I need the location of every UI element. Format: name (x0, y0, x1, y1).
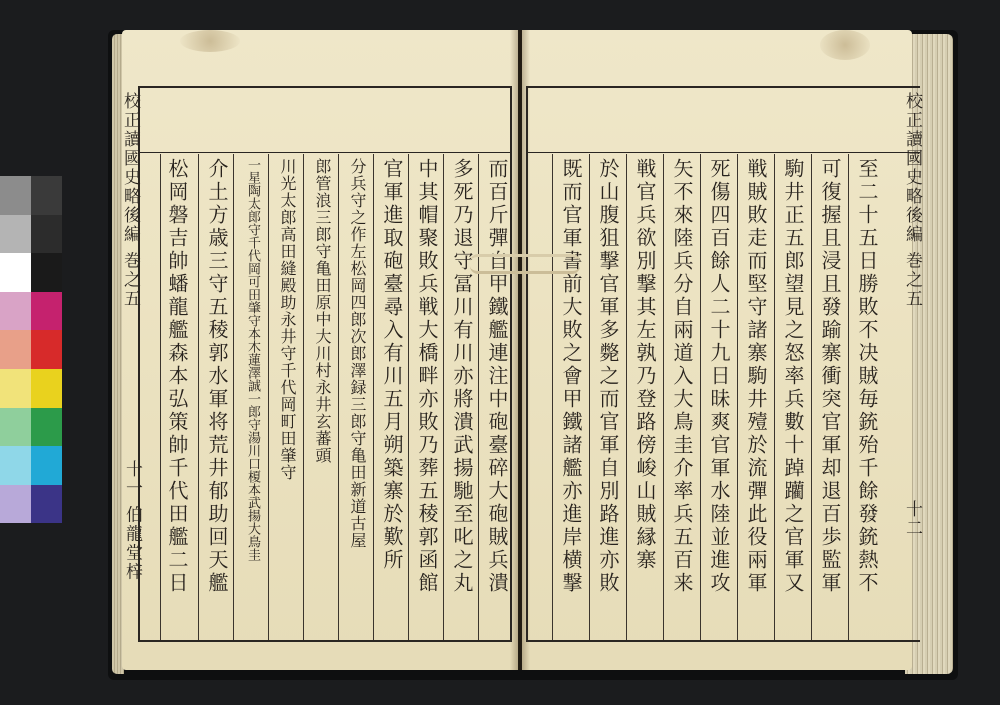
color-swatch (0, 176, 31, 215)
column-rule (774, 154, 775, 640)
left-running-title: 校正讀國史略後編 巻之五 (120, 92, 140, 309)
color-swatch (31, 408, 62, 447)
left-page-marker: 十一 伯龍堂梓 (122, 460, 142, 582)
color-swatch (0, 485, 31, 524)
column-rule (233, 154, 234, 640)
column-rule (198, 154, 199, 640)
text-column: 至二十五日勝敗不决賊毎銃殆千餘發銃熱不 (855, 158, 879, 595)
text-column: 松岡磐吉帥蟠龍艦森本弘策帥千代田艦二日 (165, 158, 189, 595)
column-rule (268, 154, 269, 640)
color-swatch (0, 369, 31, 408)
column-rule (552, 154, 553, 640)
color-swatch (31, 215, 62, 254)
color-swatch (0, 292, 31, 331)
color-swatch (0, 215, 31, 254)
text-column: 川光太郎高田縫殿助永井守千代岡町田肇守 (278, 158, 297, 481)
color-calibration-chart (0, 176, 62, 524)
color-swatch (31, 292, 62, 331)
color-swatch (0, 408, 31, 447)
text-column: 一星陶太郎守千代岡可田肇守本木蓮澤誠一郎守湯川口榎本武揚大鳥圭 (245, 158, 260, 561)
column-rule (338, 154, 339, 640)
left-header-rule (138, 152, 512, 153)
color-swatch (31, 176, 62, 215)
text-column: 於山腹狙撃官軍多斃之而官軍自別路進亦敗 (596, 158, 620, 595)
color-swatch (31, 369, 62, 408)
color-swatch (0, 330, 31, 369)
text-column: 可復握且浸且發踰寨衝突官軍却退百歩監軍 (818, 158, 842, 595)
column-rule (160, 154, 161, 640)
text-column: 而百斤彈自甲鐵艦連注中砲臺碎大砲賊兵潰 (485, 158, 509, 595)
column-rule (700, 154, 701, 640)
text-column: 介土方歳三守五稜郭水軍将荒井郁助回天艦 (205, 158, 229, 595)
text-column: 駒井正五郎望見之怒率兵數十踔躪之官軍又 (781, 158, 805, 595)
column-rule (589, 154, 590, 640)
right-running-title: 校正讀國史略後編 巻之五 (902, 92, 922, 309)
column-rule (663, 154, 664, 640)
right-header-rule (526, 152, 920, 153)
column-rule (478, 154, 479, 640)
column-rule (737, 154, 738, 640)
text-column: 既而官軍書前大敗之會甲鐵諸艦亦進岸横撃 (559, 158, 583, 595)
right-page-marker: 十二 (902, 500, 922, 538)
color-swatch (31, 330, 62, 369)
text-column: 戦官兵欲別撃其左孰乃登路傍峻山賊縁寨 (633, 158, 657, 572)
column-rule (811, 154, 812, 640)
text-column: 戦賊敗走而堅守諸寨駒井殪於流彈此役兩軍 (744, 158, 768, 595)
color-swatch (31, 446, 62, 485)
column-rule (373, 154, 374, 640)
color-swatch (31, 485, 62, 524)
column-rule (443, 154, 444, 640)
column-rule (303, 154, 304, 640)
text-column: 中其帽聚敗兵戦大橋畔亦敗乃葬五稜郭函館 (415, 158, 439, 595)
paper-stain (180, 30, 240, 52)
text-column: 郎管浪三郎守亀田原中大川村永井玄蕃頭 (313, 158, 332, 464)
color-swatch (31, 253, 62, 292)
text-column: 多死乃退守冨川有川亦將潰武揚馳至叱之丸 (450, 158, 474, 595)
column-rule (848, 154, 849, 640)
color-swatch (0, 446, 31, 485)
text-column: 分兵守之作左松岡四郎次郎澤録三郎守亀田新道古屋 (348, 158, 367, 549)
column-rule (626, 154, 627, 640)
binding-thread (470, 254, 580, 274)
text-column: 矢不來陸兵分自兩道入大鳥圭介率兵五百来 (670, 158, 694, 595)
paper-stain (820, 30, 870, 60)
color-swatch (0, 253, 31, 292)
text-column: 官軍進取砲臺尋入有川五月朔築寨於歎所 (380, 158, 404, 572)
text-column: 死傷四百餘人二十九日昧爽官軍水陸並進攻 (707, 158, 731, 595)
column-rule (408, 154, 409, 640)
